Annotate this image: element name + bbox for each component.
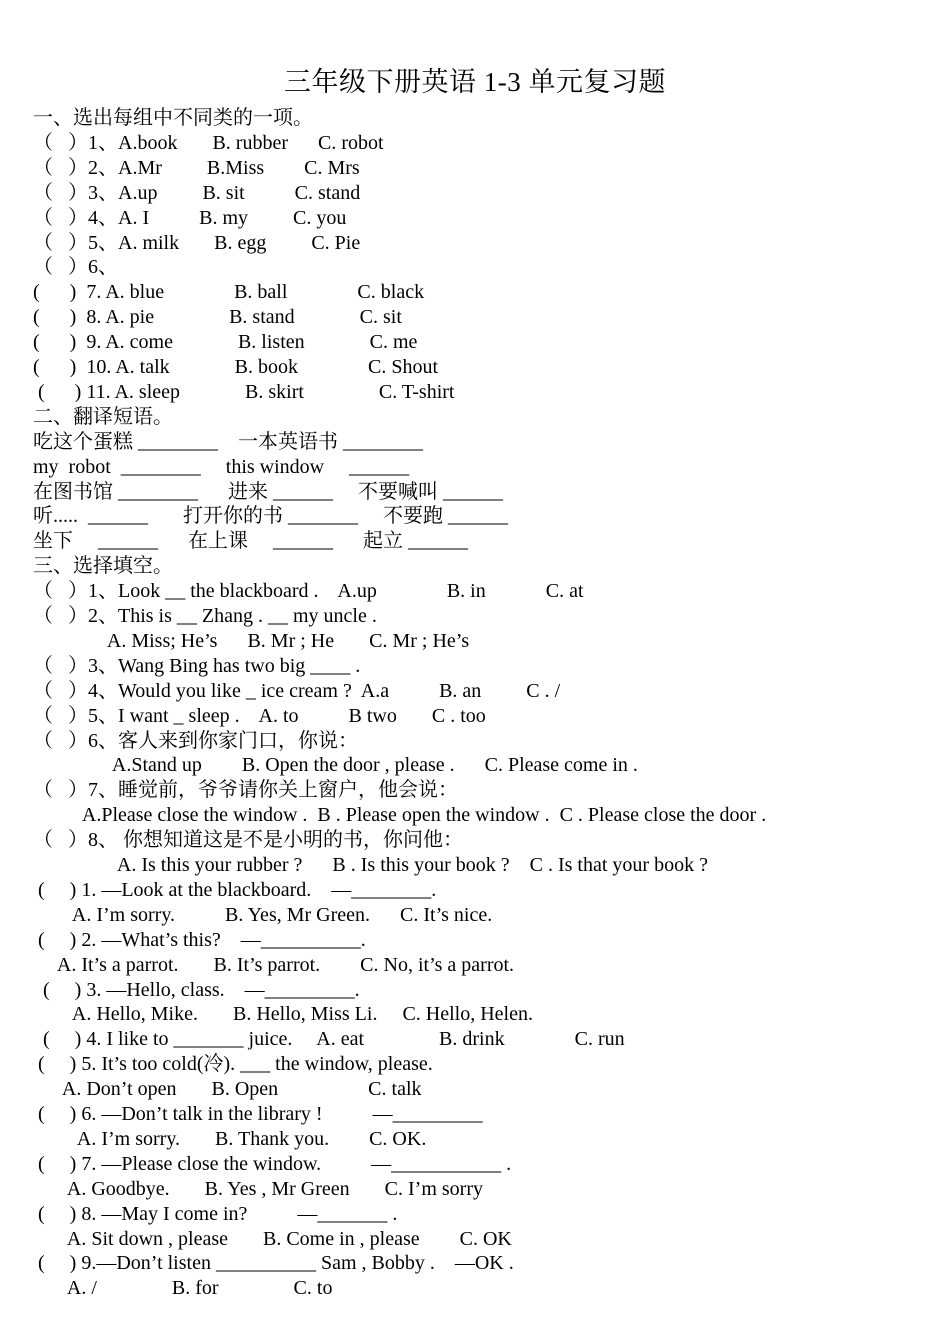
worksheet-line: 听..... ______ 打开你的书 _______ 不要跑 ______ — [33, 505, 508, 528]
worksheet-line: ( ) 3. —Hello, class. —_________. — [33, 978, 360, 1001]
worksheet-line: ( ) 10. A. talk B. book C. Shout — [33, 356, 439, 378]
worksheet-line: A. Goodbye. B. Yes , Mr Green C. I’m sorry — [33, 1177, 483, 1200]
worksheet-line: ( ) 11. A. sleep B. skirt C. T-shirt — [33, 380, 455, 403]
worksheet-line: A. Hello, Mike. B. Hello, Miss Li. C. Hello, Helen. — [33, 1003, 533, 1026]
worksheet-line: （ ）1、A.book B. rubber C. robot — [33, 131, 384, 154]
worksheet-line: 一、选出每组中不同类的一项。 — [33, 107, 313, 129]
worksheet-line: A. I’m sorry. B. Thank you. C. OK. — [33, 1127, 427, 1150]
worksheet-line: （ ）2、This is __ Zhang . __ my uncle . — [33, 605, 377, 627]
worksheet-line: （ ）8、 你想知道这是不是小明的书，你问他： — [33, 829, 463, 852]
worksheet-line: （ ）3、A.up B. sit C. stand — [33, 181, 361, 204]
worksheet-line: （ ）7、睡觉前，爷爷请你关上窗户，他会说： — [33, 779, 458, 802]
worksheet-line: （ ）6、 — [33, 256, 118, 279]
worksheet-line: 吃这个蛋糕 ________ 一本英语书 ________ — [33, 430, 423, 453]
worksheet-line: ( ) 8. —May I come in? —_______ . — [33, 1202, 398, 1225]
worksheet-line: ( ) 6. —Don’t talk in the library ! —_________ — [33, 1103, 483, 1125]
worksheet-line: A. Is this your rubber ? B . Is this your book ? C . Is that your book ? — [33, 854, 708, 876]
worksheet-line: ( ) 8. A. pie B. stand C. sit — [33, 306, 402, 329]
worksheet-line: （ ）1、Look __ the blackboard . A.up B. in C. at — [33, 580, 584, 603]
worksheet-line: （ ）5、A. milk B. egg C. Pie — [33, 231, 361, 254]
worksheet-line: ( ) 2. —What’s this? —__________. — [33, 928, 366, 951]
page-title: 三年级下册英语 1-3 单元复习题 — [284, 67, 666, 97]
worksheet-line: A. I’m sorry. B. Yes, Mr Green. C. It’s nice. — [33, 903, 493, 926]
worksheet-line: A. Sit down , please B. Come in , please C. OK — [33, 1227, 512, 1250]
worksheet-line: ( ) 9. A. come B. listen C. me — [33, 331, 418, 354]
worksheet-line: ( ) 1. —Look at the blackboard. —________. — [33, 878, 437, 901]
worksheet-line: A.Please close the window . B . Please open the window . C . Please close the door . — [33, 804, 767, 827]
worksheet-line: ( ) 7. —Please close the window. —___________ . — [33, 1152, 512, 1175]
worksheet-line: A. Don’t open B. Open C. talk — [33, 1078, 422, 1101]
worksheet-line: 在图书馆 ________ 进来 ______ 不要喊叫 ______ — [33, 480, 503, 503]
worksheet-line: （ ）2、A.Mr B.Miss C. Mrs — [33, 156, 360, 179]
worksheet-line: ( ) 4. I like to _______ juice. A. eat B. drink C. run — [33, 1028, 625, 1051]
worksheet-line: （ ）4、A. I B. my C. you — [33, 206, 347, 229]
worksheet-line: 坐下 ______ 在上课 ______ 起立 ______ — [33, 530, 468, 553]
worksheet-line: ( ) 7. A. blue B. ball C. black — [33, 281, 425, 304]
worksheet-line: A. / B. for C. to — [33, 1277, 333, 1300]
worksheet-line: （ ）5、I want _ sleep . A. to B two C . too — [33, 704, 486, 727]
worksheet-line: （ ）4、Would you like _ ice cream ? A.a B. an C . / — [33, 679, 561, 702]
worksheet-line: ( ) 9.—Don’t listen __________ Sam , Bobby . —OK . — [33, 1252, 514, 1275]
worksheet-line: ( ) 5. It’s too cold(冷). ___ the window, please. — [33, 1053, 433, 1076]
worksheet-line: 三、选择填空。 — [33, 555, 173, 578]
worksheet-line: （ ）3、Wang Bing has two big ____ . — [33, 654, 361, 677]
worksheet-line: A.Stand up B. Open the door , please . C. Please come in . — [33, 754, 638, 777]
worksheet-line: A. It’s a parrot. B. It’s parrot. C. No, it’s a parrot. — [33, 953, 515, 976]
worksheet-line: （ ）6、客人来到你家门口，你说： — [33, 729, 358, 752]
worksheet-line: 二、翻译短语。 — [33, 405, 173, 428]
worksheet-line: A. Miss; He’s B. Mr ; He C. Mr ; He’s — [33, 629, 470, 652]
worksheet-line: my robot ________ this window ______ — [33, 455, 410, 478]
